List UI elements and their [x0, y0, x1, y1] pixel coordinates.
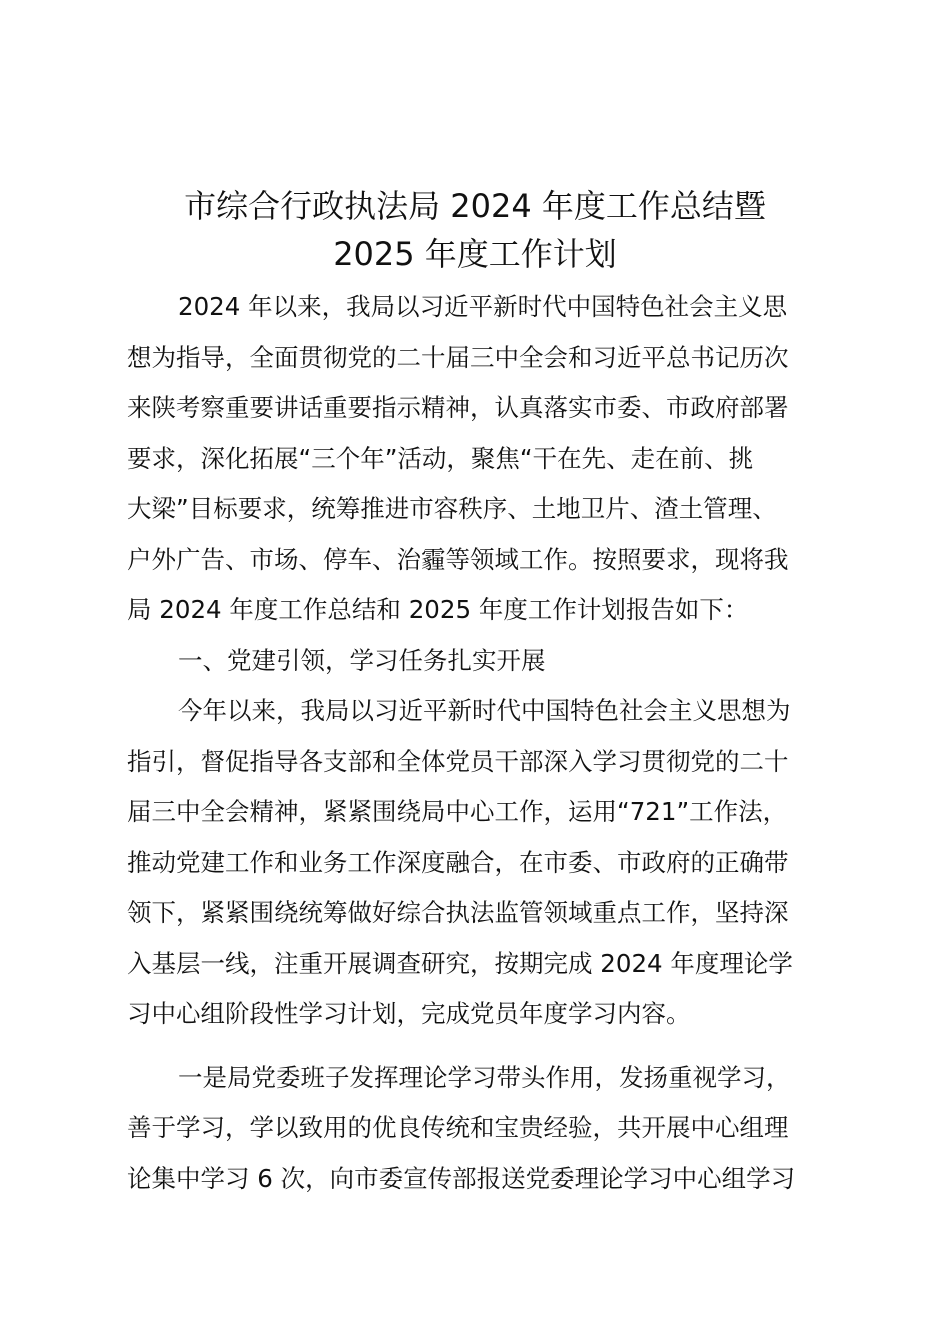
section-paragraph: [127, 686, 847, 1040]
paragraph-line: 来陕考察重要讲话重要指示精神，认真落实市委、市政府部署: [127, 393, 789, 422]
subsection-paragraph: [127, 1053, 847, 1205]
paragraph-line: 届三中全会精神，紧紧围绕局中心工作，运用“721”工作法，: [127, 797, 788, 826]
paragraph-line: 户外广告、市场、停车、治霾等领域工作。按照要求，现将我: [127, 544, 789, 574]
paragraph-line: 善于学习，学以致用的优良传统和宝贵经验，共开展中心组理: [127, 1113, 789, 1142]
document-body: [127, 282, 847, 1204]
paragraph-line: 习中心组阶段性学习计划，完成党员年度学习内容。: [127, 999, 691, 1028]
paragraph-line: 推动党建工作和业务工作深度融合，在市委、市政府的正确带: [127, 847, 789, 877]
paragraph-line: 想为指导，全面贯彻党的二十届三中全会和习近平总书记历次: [127, 342, 789, 372]
intro-paragraph: [127, 282, 847, 636]
section-heading-text: 一、党建引领，学习任务扎实开展: [178, 645, 546, 675]
document-title-line-2: 2025 年度工作计划: [333, 235, 617, 273]
paragraph-line: 领下，紧紧围绕统筹做好综合执法监管领域重点工作，坚持深: [127, 898, 789, 927]
paragraph-line: 入基层一线，注重开展调查研究，按期完成 2024 年度理论学: [127, 948, 793, 978]
paragraph-line: 今年以来，我局以习近平新时代中国特色社会主义思想为: [178, 696, 791, 725]
paragraph-gap: [127, 1040, 847, 1053]
paragraph-line: 局 2024 年度工作总结和 2025 年度工作计划报告如下：: [127, 595, 749, 624]
paragraph-line: 2024 年以来，我局以习近平新时代中国特色社会主义思: [178, 292, 788, 321]
paragraph-line: 要求，深化拓展“三个年”活动，聚焦“干在先、走在前、挑: [127, 443, 754, 473]
paragraph-line: 指引，督促指导各支部和全体党员干部深入学习贯彻党的二十: [127, 746, 789, 776]
section-heading: [127, 636, 847, 687]
paragraph-line: 一是局党委班子发挥理论学习带头作用，发扬重视学习，: [178, 1062, 791, 1092]
paragraph-line: 论集中学习 6 次，向市委宣传部报送党委理论学习中心组学习: [127, 1163, 796, 1193]
document-title-line-1: 市综合行政执法局 2024 年度工作总结暨: [184, 187, 766, 225]
paragraph-line: 大梁”目标要求，统筹推进市容秩序、土地卫片、渣土管理、: [127, 494, 777, 523]
